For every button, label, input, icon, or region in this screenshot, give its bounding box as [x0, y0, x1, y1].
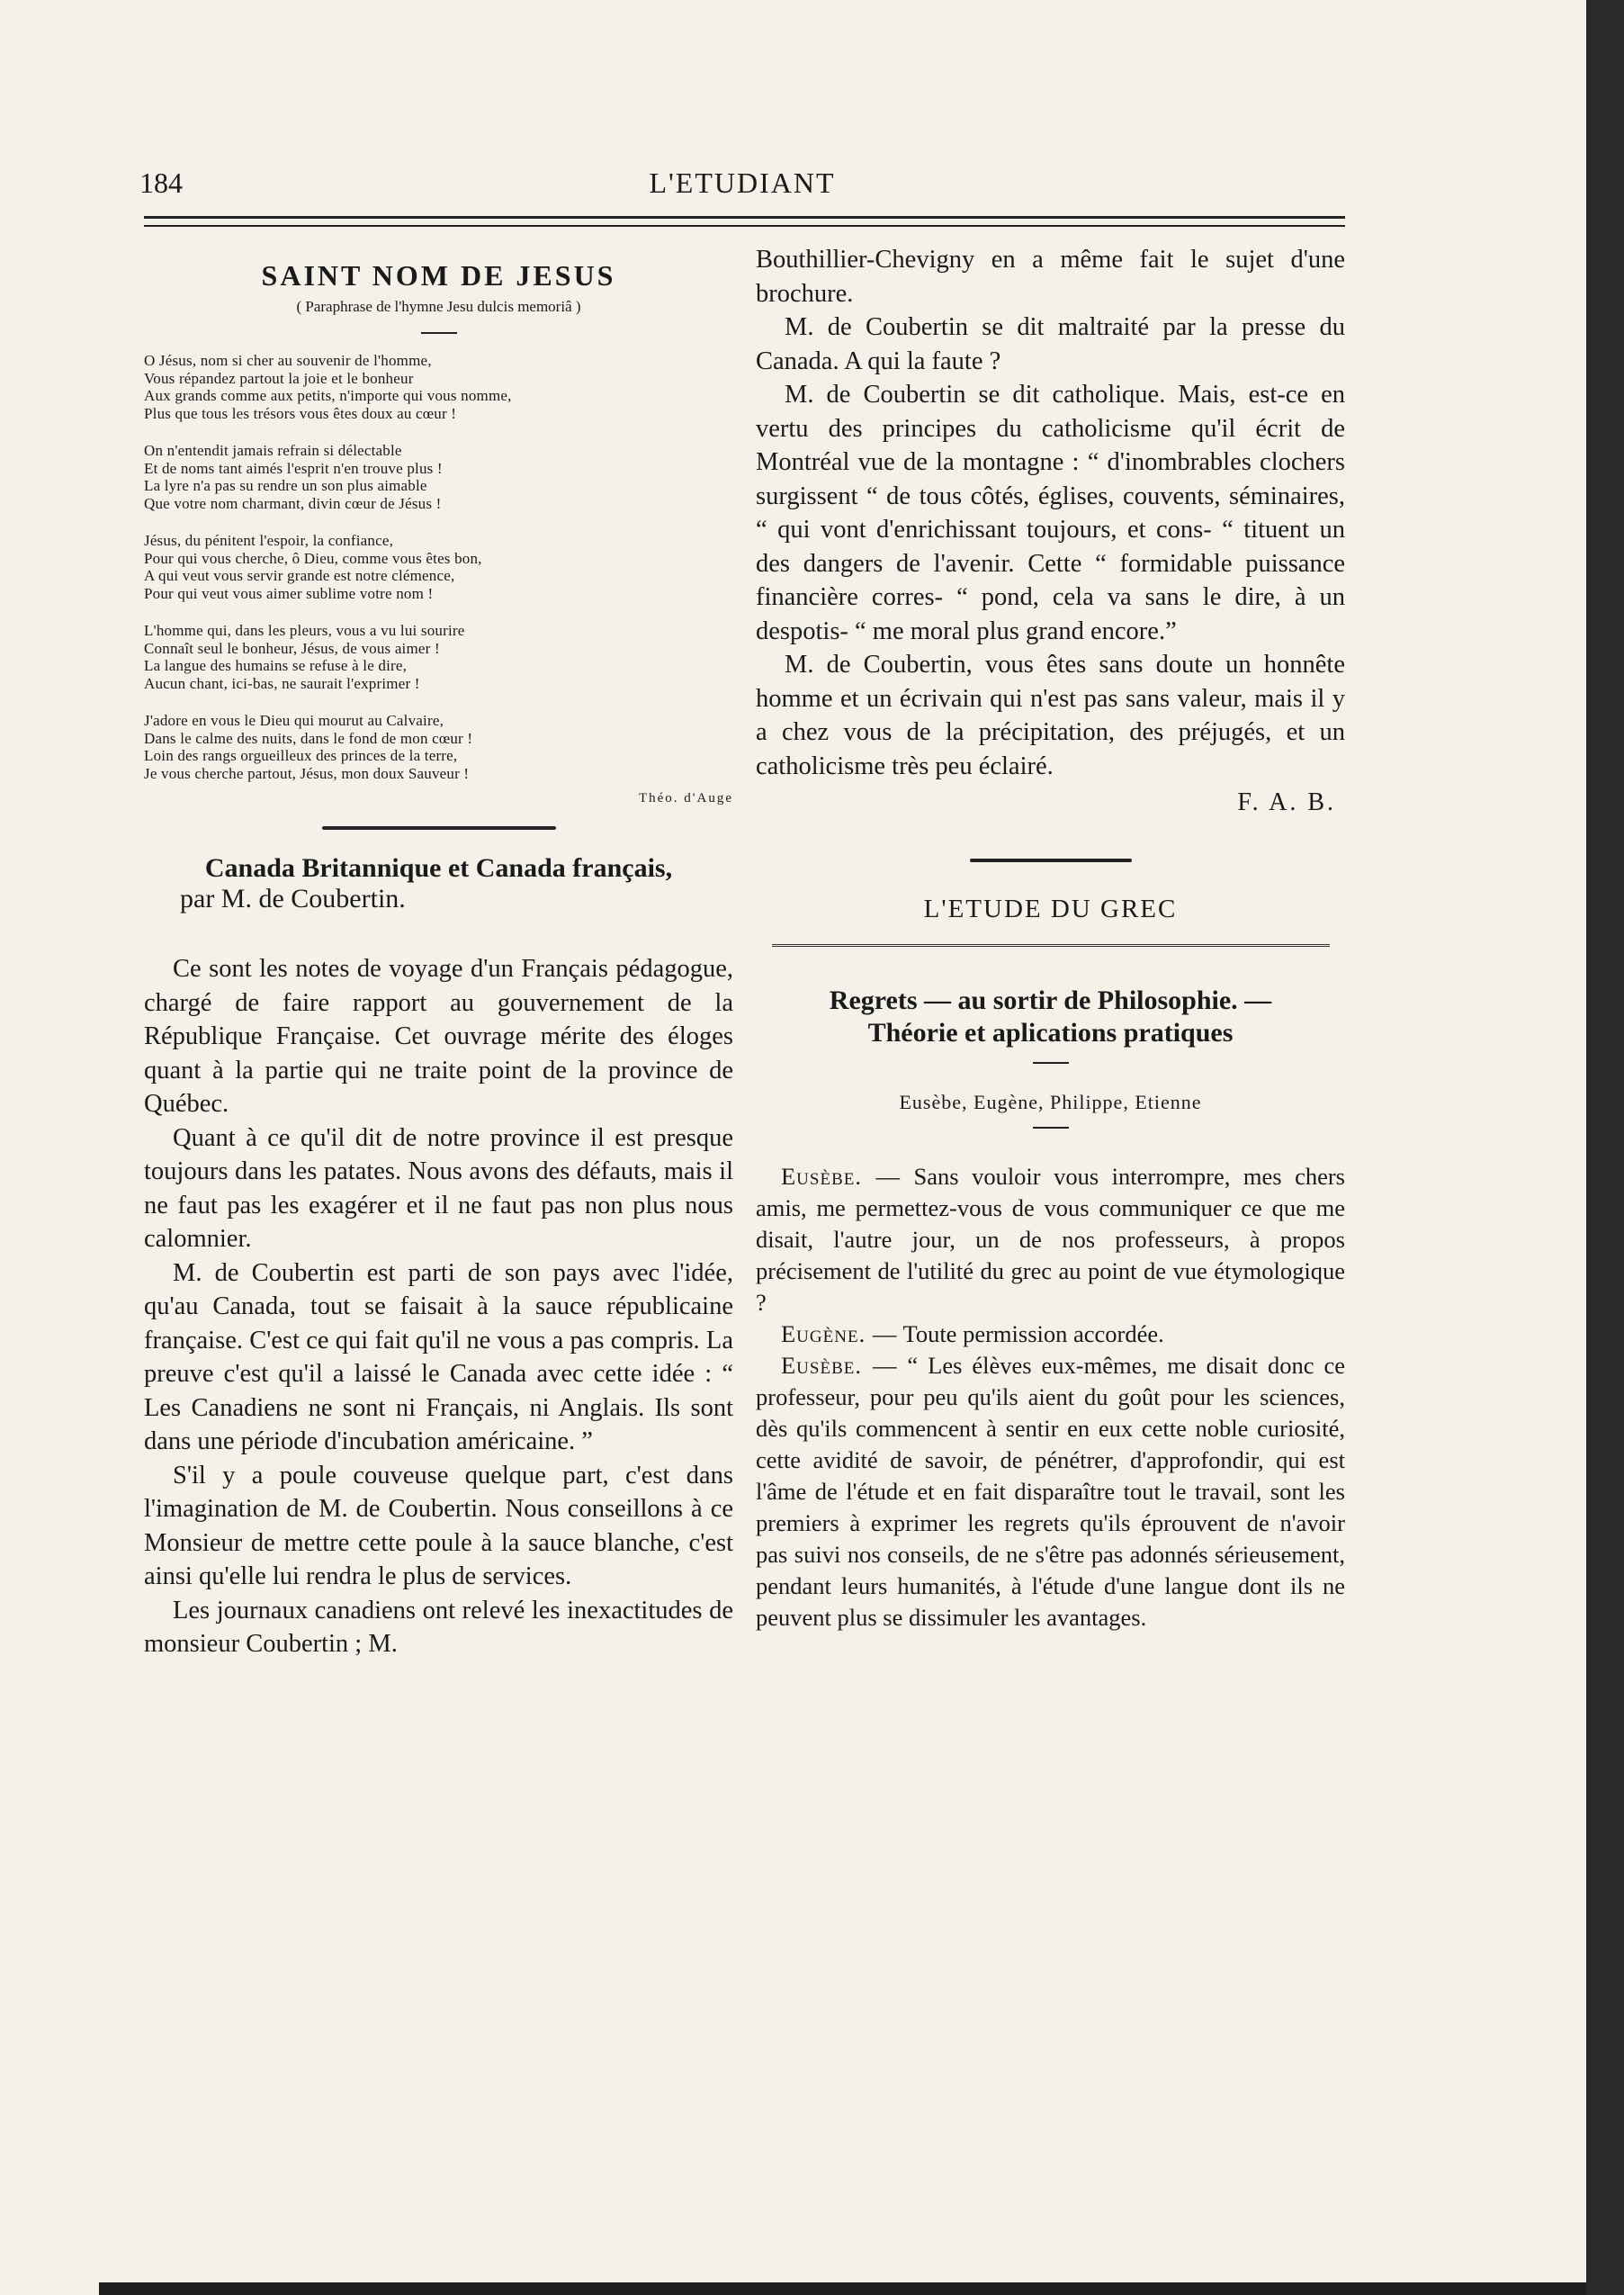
poem-line: Jésus, du pénitent l'espoir, la confiance,	[144, 532, 394, 549]
dialog-persons: Eusèbe, Eugène, Philippe, Etienne	[899, 1091, 1202, 1113]
page-header	[139, 166, 1345, 202]
dialog-text: Sans vouloir vous interrompre, mes chers amis, me permettez-vous de vous communiquer ce que me disait, l'autre jour, un de nos professeurs, à propos précisement de l'utilité du grec au point de vue étymologique ?	[756, 1163, 1345, 1316]
paragraph: Les journaux canadiens ont relevé les inexactitudes de monsieur Coubertin ; M.	[144, 1596, 733, 1658]
article-continuation	[756, 243, 1345, 783]
running-title: L'ETUDIANT	[649, 166, 836, 199]
article-title-block	[144, 853, 733, 914]
poem-title: SAINT NOM DE JESUS	[261, 259, 616, 292]
ornament-divider	[970, 859, 1132, 862]
speaker: Eugène. —	[781, 1320, 898, 1347]
article-byline: par M. de Coubertin.	[180, 884, 406, 914]
dialog-title-block	[756, 985, 1345, 1049]
paragraph: Quant à ce qu'il dit de notre province il est presque toujours dans les patates. Nous avons des défauts, mais il ne faut pas les exagérer et il ne faut pas non plus nous calomnier.	[144, 1123, 733, 1253]
dialog-line	[756, 1161, 1345, 1318]
poem-line: Et de noms tant aimés l'esprit n'en trouve plus !	[144, 459, 443, 477]
paragraph: Bouthillier-Chevigny en a même fait le sujet d'une brochure.	[756, 246, 1345, 308]
poem-line: Pour qui veut vous aimer sublime votre nom !	[144, 584, 434, 602]
poem-line: Aux grands comme aux petits, n'importe qui vous nomme,	[144, 387, 512, 404]
poem-stanza	[144, 352, 733, 422]
dialog-title-line: Regrets — au sortir de Philosophie. —	[829, 986, 1272, 1015]
dialog-body	[756, 1161, 1345, 1634]
dialog-text: “ Les élèves eux-mêmes, me disait donc ce professeur, pour peu qu'ils aient du goût pour les sciences, dès qu'ils commencent à sentir en eux cette noble curiosité, cette avidité de savoir, de pénétrer, d'approfondir, qui est l'âme de l'étude et en fait disparaître tout le travail, sont les premiers à exprimer les regrets qu'ils éprouvent de n'avoir pas suivi nos conseils, de ne s'être pas adonnés sérieusement, pendant leurs humanités, à l'étude d'une langue dont ils ne peuvent plus se dissimuler les avantages.	[756, 1352, 1345, 1631]
left-column	[144, 243, 733, 1661]
header-rule	[144, 216, 1345, 227]
poem-line: On n'entendit jamais refrain si délectable	[144, 442, 402, 459]
poem-line: Dans le calme des nuits, dans le fond de mon cœur !	[144, 729, 473, 747]
dialog-line	[756, 1350, 1345, 1634]
poem-line: La langue des humains se refuse à le dire,	[144, 657, 408, 674]
dialog-line	[756, 1318, 1345, 1350]
dialog-text: Toute permission accordée.	[902, 1320, 1164, 1347]
poem-line: Loin des rangs orgueilleux des princes de la terre,	[144, 747, 458, 764]
poem-line: Vous répandez partout la joie et le bonheur	[144, 369, 414, 387]
right-column	[756, 243, 1345, 1634]
poem-line: Plus que tous les trésors vous êtes doux au cœur !	[144, 404, 457, 422]
poem-line: L'homme qui, dans les pleurs, vous a vu lui sourire	[144, 622, 465, 639]
divider-dash	[1033, 1127, 1069, 1129]
poem-stanza	[144, 442, 733, 512]
poem-line: Aucun chant, ici-bas, ne saurait l'exprimer !	[144, 674, 420, 692]
page-bottom-shadow	[99, 2282, 1586, 2295]
paragraph: Ce sont les notes de voyage d'un Français pédagogue, chargé de faire rapport au gouvernement de la République Française. Cet ouvrage mérite des éloges quant à la partie qui ne traite point de la province de Québec.	[144, 955, 733, 1118]
poem-line: Pour qui vous cherche, ô Dieu, comme vous êtes bon,	[144, 549, 482, 567]
wavy-rule	[772, 944, 1330, 959]
poem-line: La lyre n'a pas su rendre un son plus aimable	[144, 477, 427, 494]
poem-line: Connaît seul le bonheur, Jésus, de vous aimer !	[144, 639, 440, 657]
paragraph: M. de Coubertin se dit maltraité par la presse du Canada. A qui la faute ?	[756, 313, 1345, 375]
paragraph: S'il y a poule couveuse quelque part, c'est dans l'imagination de M. de Coubertin. Nous conseillons à ce Monsieur de mettre cette poule à la sauce blanche, c'est ainsi qu'elle lui rendra le plus de services.	[144, 1461, 733, 1590]
article-signature: F. A. B.	[1237, 788, 1336, 816]
article-title: Canada Britannique et Canada français,	[204, 853, 673, 883]
poem-line: A qui veut vous servir grande est notre clémence,	[144, 567, 455, 584]
paragraph: M. de Coubertin, vous êtes sans doute un honnête homme et un écrivain qui n'est pas sans valeur, mais il y a chez vous de la précipitation, des préjugés, et un catholicisme très peu éclairé.	[756, 651, 1345, 780]
page-edge-shadow	[1586, 0, 1624, 2295]
divider-dash	[1033, 1062, 1069, 1064]
poem-line: O Jésus, nom si cher au souvenir de l'homme,	[144, 352, 432, 369]
divider-dash	[421, 332, 457, 334]
poem-author: Théo. d'Auge	[638, 791, 733, 806]
paragraph: M. de Coubertin se dit catholique. Mais, est-ce en vertu des principes du catholicisme qu'il écrit de Montréal vue de la montagne : “ d'inombrables clochers surgissent “ de tous côtés, églises, couvents, séminaires, “ qui vont d'enrichissant toujours, et cons- “ tituent un des dangers de l'avenir. Cette “ formidable puissance financière corres- “ pond, cela va sans le dire, à un despotis- “ me moral plus grand encore.”	[756, 381, 1345, 645]
article-body	[144, 952, 733, 1661]
poem-line: Que votre nom charmant, divin cœur de Jésus !	[144, 494, 442, 512]
poem-stanza	[144, 532, 733, 602]
ornament-divider	[322, 826, 556, 830]
poem-body	[144, 352, 733, 782]
paragraph: M. de Coubertin est parti de son pays avec l'idée, qu'au Canada, tout se faisait à la sauce républicaine française. C'est ce qui fait qu'il ne vous a pas compris. La preuve c'est qu'il a laissé le Canada avec cette idée : “ Les Canadiens ne sont ni Français, ni Anglais. Ils sont dans une période d'incubation américaine. ”	[144, 1258, 733, 1455]
speaker: Eusèbe. —	[781, 1352, 898, 1379]
speaker: Eusèbe. —	[781, 1163, 901, 1190]
section-heading: L'ETUDE DU GREC	[923, 895, 1178, 923]
poem-line: J'adore en vous le Dieu qui mourut au Calvaire,	[144, 712, 444, 729]
page-number: 184	[139, 166, 183, 199]
poem-stanza	[144, 712, 733, 782]
dialog-title-line: Théorie et aplications pratiques	[867, 1018, 1234, 1048]
poem-line: Je vous cherche partout, Jésus, mon doux Sauveur !	[144, 764, 470, 782]
poem-stanza	[144, 622, 733, 692]
poem-subtitle: ( Paraphrase de l'hymne Jesu dulcis memoriâ )	[296, 298, 581, 315]
